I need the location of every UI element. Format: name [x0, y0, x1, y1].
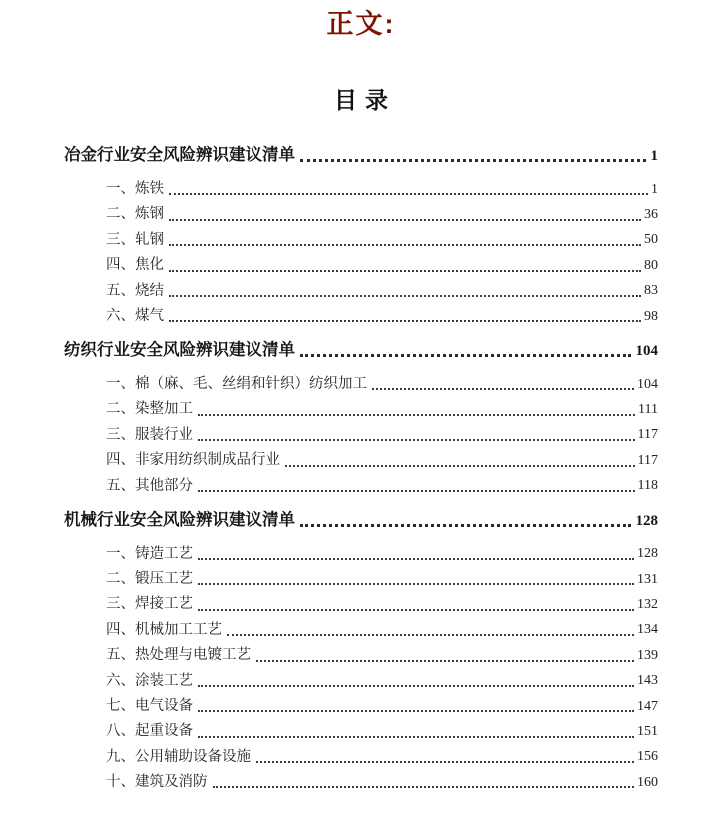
- toc-entry-page-number: 117: [637, 452, 658, 468]
- toc-entry-page-number: 117: [637, 427, 658, 443]
- toc-entry-page-number: 131: [637, 571, 658, 587]
- dot-leader: [198, 710, 634, 712]
- toc-entry-page-number: 151: [637, 723, 658, 739]
- dot-leader: [300, 354, 631, 357]
- toc-entry-label: 五、热处理与电镀工艺: [106, 647, 251, 664]
- toc-entry-row: [64, 698, 658, 715]
- dot-leader: [198, 736, 634, 738]
- toc-entry-label: 三、焊接工艺: [106, 596, 193, 613]
- toc-entry-row: [64, 596, 658, 613]
- toc-entry-label: 十、建筑及消防: [106, 774, 208, 791]
- toc-section-header-row: [64, 340, 658, 361]
- toc-entry-page-number: 156: [637, 749, 658, 765]
- toc-entry-label: 四、非家用纺织制成品行业: [106, 452, 280, 469]
- toc-entry-row: [64, 673, 658, 690]
- dot-leader: [300, 524, 631, 527]
- toc-section-header-row: [64, 145, 658, 166]
- toc-entry-label: 六、煤气: [106, 307, 164, 324]
- section-title: 冶金行业安全风险辨识建议清单: [64, 146, 295, 165]
- toc-entry-row: [64, 181, 658, 198]
- toc-entry-row: [64, 452, 658, 469]
- toc-entry-row: [64, 206, 658, 223]
- toc-entry-label: 四、焦化: [106, 257, 164, 274]
- toc-section-items: [64, 376, 658, 495]
- toc-entry-row: [64, 546, 658, 563]
- toc-entry-label: 五、烧结: [106, 282, 164, 299]
- body-section-heading: 正文:: [326, 9, 396, 39]
- toc-section-header-row: [64, 510, 658, 531]
- dot-leader: [198, 685, 634, 687]
- dot-leader: [372, 388, 634, 390]
- toc-entry-label: 一、铸造工艺: [106, 545, 193, 562]
- toc-entry-label: 二、炼钢: [106, 206, 164, 223]
- dot-leader: [285, 465, 635, 467]
- toc-entry-page-number: 50: [644, 232, 658, 248]
- toc-entry-row: [64, 401, 658, 418]
- toc-entry-row: [64, 427, 658, 444]
- dot-leader: [169, 295, 641, 297]
- toc-entry-label: 六、涂装工艺: [106, 672, 193, 689]
- toc-entry-label: 二、染整加工: [106, 401, 193, 418]
- dot-leader: [213, 786, 635, 788]
- toc-entry-row: [64, 622, 658, 639]
- toc-entry-row: [64, 749, 658, 766]
- toc-entry-label: 一、棉（麻、毛、丝绢和针织）纺织加工: [106, 375, 367, 392]
- dot-leader: [169, 193, 648, 195]
- toc-entry-row: [64, 257, 658, 274]
- toc-entry-page-number: 83: [644, 283, 658, 299]
- dot-leader: [198, 558, 634, 560]
- table-of-contents: [64, 145, 658, 791]
- toc-entry-label: 二、锻压工艺: [106, 570, 193, 587]
- dot-leader: [169, 320, 641, 322]
- dot-leader: [169, 219, 641, 221]
- toc-entry-page-number: 36: [644, 207, 658, 222]
- toc-section: [64, 145, 658, 325]
- toc-entry-page-number: 143: [637, 673, 658, 689]
- toc-entry-row: [64, 647, 658, 664]
- toc-entry-row: [64, 283, 658, 300]
- toc-entry-page-number: 1: [651, 181, 658, 197]
- toc-section-items: [64, 546, 658, 792]
- toc-entry-label: 八、起重设备: [106, 723, 193, 740]
- toc-entry-page-number: 80: [644, 257, 658, 273]
- dot-leader: [169, 270, 641, 272]
- toc-entry-page-number: 118: [637, 478, 658, 494]
- toc-entry-page-number: 132: [637, 596, 658, 612]
- toc-entry-row: [64, 478, 658, 495]
- toc-entry-label: 七、电气设备: [106, 697, 193, 714]
- section-title: 机械行业安全风险辨识建议清单: [64, 510, 295, 529]
- toc-section: [64, 340, 658, 495]
- dot-leader: [300, 159, 646, 162]
- toc-entry-row: [64, 376, 658, 393]
- toc-entry-page-number: 104: [637, 376, 658, 392]
- toc-entry-label: 三、服装行业: [106, 426, 193, 443]
- toc-entry-label: 五、其他部分: [106, 477, 193, 494]
- toc-entry-page-number: 134: [637, 622, 658, 638]
- dot-leader: [256, 761, 634, 763]
- toc-entry-label: 三、轧钢: [106, 231, 164, 248]
- section-page-number: 128: [635, 512, 658, 529]
- toc-entry-page-number: 160: [637, 774, 658, 790]
- dot-leader: [256, 660, 634, 662]
- toc-entry-label: 四、机械加工工艺: [106, 621, 222, 638]
- dot-leader: [198, 490, 635, 492]
- toc-entry-page-number: 98: [644, 308, 658, 324]
- toc-entry-row: [64, 232, 658, 249]
- section-page-number: 104: [635, 343, 658, 360]
- toc-title: 目录: [334, 88, 396, 114]
- toc-entry-row: [64, 308, 658, 325]
- section-page-number: 1: [650, 148, 658, 165]
- toc-entry-row: [64, 723, 658, 740]
- toc-entry-page-number: 111: [638, 401, 658, 417]
- section-title: 纺织行业安全风险辨识建议清单: [64, 341, 295, 360]
- toc-section: [64, 510, 658, 792]
- toc-entry-page-number: 128: [637, 546, 658, 562]
- dot-leader: [198, 414, 635, 416]
- toc-entry-page-number: 147: [637, 698, 658, 714]
- dot-leader: [169, 244, 641, 246]
- toc-entry-row: [64, 774, 658, 791]
- dot-leader: [198, 609, 634, 611]
- dot-leader: [198, 583, 634, 585]
- toc-entry-label: 一、炼铁: [106, 181, 164, 198]
- dot-leader: [198, 439, 635, 441]
- toc-entry-page-number: 139: [637, 647, 658, 663]
- toc-section-items: [64, 181, 658, 325]
- toc-entry-label: 九、公用辅助设备设施: [106, 748, 251, 765]
- dot-leader: [227, 634, 634, 636]
- toc-entry-row: [64, 571, 658, 588]
